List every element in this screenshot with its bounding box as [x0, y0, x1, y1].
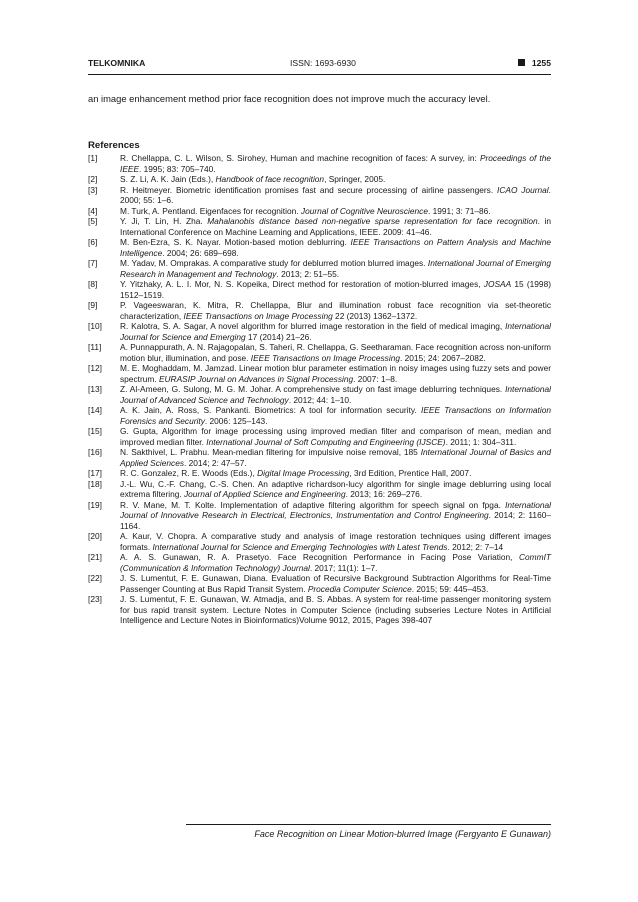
reference-source: Proceedings of the IEEE — [120, 153, 552, 174]
reference-source: Handbook of face recognition — [215, 174, 325, 184]
reference-details: . in International Conference on Machine Learning and Applications, IEEE. 2009: 41–46. — [120, 216, 551, 237]
issn-label: ISSN: 1693-6930 — [290, 58, 356, 68]
reference-item — [88, 384, 551, 405]
reference-number: [19] — [88, 499, 102, 510]
reference-details: . 2006: 125–143. — [204, 415, 268, 426]
reference-item — [88, 237, 551, 258]
reference-authors: M. Yadav, M. Omprakas. A comparative study for deblurred motion blurred images. — [120, 258, 428, 268]
reference-item — [88, 279, 551, 300]
reference-source: IEEE Transactions on Image Processing — [250, 352, 400, 363]
reference-number: [4] — [88, 205, 98, 216]
reference-authors: M. Turk, A. Pentland. Eigenfaces for recognition. — [120, 205, 301, 216]
reference-number: [1] — [88, 153, 98, 163]
reference-details: 17 (2014) 21–26. — [245, 331, 312, 342]
reference-authors: Y. Yitzhaky, A. L. I. Mor, N. S. Kopeika, Direct method for restoration of motion-blurred images, — [120, 279, 484, 289]
reference-authors: J.-L. Wu, C.-F. Chang, C.-S. Chen. An adaptive richardson-lucy algorithm for single image deblurring using local extrema filtering. — [120, 478, 551, 499]
reference-number: [15] — [88, 426, 102, 436]
reference-item — [88, 321, 551, 342]
reference-authors: Z. Al-Ameen, G. Sulong, M. G. M. Johar. A comprehensive study on fast image deblurring techniques. — [120, 384, 506, 394]
reference-number: [16] — [88, 447, 102, 457]
reference-details: . 2014; 2: 47–57. — [184, 457, 247, 468]
intro-paragraph: an image enhancement method prior face recognition does not improve much the accuracy level. — [88, 93, 491, 104]
reference-item — [88, 363, 551, 384]
reference-item — [88, 153, 551, 174]
reference-number: [3] — [88, 184, 98, 195]
reference-text — [120, 447, 551, 468]
reference-item — [88, 300, 551, 321]
reference-text — [120, 405, 551, 426]
reference-item — [88, 185, 551, 206]
reference-authors: G. Gupta, Algorithm for image processing using improved median filter and comparison of mean, median and improved median filter. — [120, 426, 551, 447]
reference-details: . 2011; 1: 304–311. — [445, 436, 517, 447]
reference-authors: A. Kaur, V. Chopra. A comparative study and analysis of image restoration techniques using different images formats. — [120, 531, 551, 552]
reference-details: . 2013; 16: 269–276. — [345, 489, 423, 499]
reference-details: . 2012; 44: 1–10. — [288, 394, 352, 405]
reference-text — [120, 237, 551, 258]
reference-item — [88, 426, 551, 447]
reference-source: International Journal for Science and Emerging — [120, 321, 551, 342]
reference-authors: Y. Ji, T. Lin, H. Zha. — [120, 216, 208, 226]
reference-item — [88, 405, 551, 426]
reference-text — [120, 384, 551, 405]
reference-details: . 1991; 3: 71–86. — [427, 205, 491, 216]
reference-authors: M. E. Moghaddam, M. Jamzad. Linear motion blur parameter estimation in noisy images using fuzzy sets and power spectrum. — [120, 363, 551, 384]
reference-source: International Journal of Advanced Science and Technology — [120, 384, 551, 405]
reference-source: ICAO Journal — [497, 184, 549, 195]
reference-authors: J. S. Lumentut, F. E. Gunawan, W. Atmadja, and B. S. Abbas. A system for real-time passenger monitoring system for bus rapid transit system. Lecture Notes in Computer Science (including subseries Lecture Notes in Artificial Intelligence and Lecture Notes in Bioinformatics)Volume 9012, 2015, Pages 398-407 — [120, 594, 551, 625]
reference-authors: M. Ben-Ezra, S. K. Nayar. Motion-based motion deblurring. — [120, 237, 351, 247]
reference-source: Procedia Computer Science — [307, 583, 412, 594]
reference-item — [88, 531, 551, 552]
reference-details: , 3rd Edition, Prentice Hall, 2007. — [349, 468, 472, 478]
reference-details: , Springer, 2005. — [324, 174, 386, 184]
reference-authors: R. V. Mane, M. T. Kolte. Implementation of adaptive filtering algorithm for speech signal on fpga. — [120, 499, 506, 510]
reference-source: Mahalanobis distance based non-negative sparse representation for face recognition — [207, 216, 538, 226]
footer-rule — [186, 824, 551, 825]
reference-text — [120, 185, 551, 206]
references-list — [88, 153, 551, 626]
reference-number: [12] — [88, 363, 102, 373]
reference-item — [88, 174, 551, 185]
reference-item — [88, 573, 551, 594]
reference-text — [120, 300, 551, 321]
reference-authors: A. Punnappurath, A. N. Rajagopalan, S. Taheri, R. Chellappa, G. Seetharaman. Face recognition across non-uniform motion blur, illumination, and pose. — [120, 342, 551, 363]
page-number — [518, 58, 551, 68]
reference-text — [120, 321, 551, 342]
reference-source: International Journal of Basics and Applied Sciences — [120, 447, 551, 468]
reference-number: [20] — [88, 531, 102, 541]
reference-source: International Journal of Emerging Research in Management and Technology — [120, 258, 552, 279]
reference-item — [88, 479, 551, 500]
reference-text — [120, 279, 551, 300]
header-rule — [88, 74, 551, 75]
reference-number: [8] — [88, 279, 98, 289]
reference-authors: R. Chellappa, C. L. Wilson, S. Sirohey, Human and machine recognition of faces: A survey, in: — [120, 153, 480, 163]
reference-text — [120, 594, 551, 626]
reference-source: International Journal of Innovative Research in Electrical, Electronics, Instrumentation and Control Engineering — [120, 499, 551, 520]
reference-item — [88, 468, 551, 479]
reference-item — [88, 594, 551, 626]
running-header — [88, 58, 551, 72]
square-bullet-icon — [518, 59, 525, 66]
reference-source: International Journal of Soft Computing and Engineering (IJSCE) — [206, 436, 446, 447]
reference-text — [120, 426, 551, 447]
reference-number: [7] — [88, 258, 98, 268]
reference-text — [120, 552, 551, 573]
reference-text — [120, 363, 551, 384]
reference-details: . 2015; 59: 445–453. — [411, 583, 489, 594]
reference-text — [120, 216, 551, 237]
reference-source: Journal of Applied Science and Engineering — [184, 489, 346, 499]
reference-text — [120, 342, 551, 363]
reference-authors: R. Kalotra, S. A. Sagar, A novel algorithm for blurred image restoration in the field of medical imaging, — [120, 321, 506, 331]
reference-text — [120, 573, 551, 594]
reference-source: JOSAA — [483, 279, 512, 289]
reference-source: CommIT (Communication & Information Technology) Journal — [120, 552, 551, 573]
reference-item — [88, 258, 551, 279]
reference-source: EURASIP Journal on Advances in Signal Processing — [158, 373, 354, 384]
reference-source: IEEE Transactions on Pattern Analysis and Machine Intelligence — [120, 237, 551, 258]
journal-name: TELKOMNIKA — [88, 58, 146, 68]
reference-details: . 2015; 24: 2067–2082. — [399, 352, 486, 363]
running-footer: Face Recognition on Linear Motion-blurred Image (Fergyanto E Gunawan) — [254, 829, 551, 839]
reference-source: Digital Image Processing — [257, 468, 350, 478]
reference-text — [120, 500, 551, 532]
reference-details: . 2004; 26: 689–698. — [162, 247, 239, 258]
reference-source: IEEE Transactions on Image Processing — [183, 310, 333, 321]
reference-item — [88, 447, 551, 468]
page-number-value: 1255 — [531, 58, 551, 68]
reference-text — [120, 153, 551, 174]
reference-number: [10] — [88, 321, 102, 331]
reference-authors: R. Heitmeyer. Biometric identification promises fast and secure processing of airline passengers. — [120, 184, 498, 195]
reference-item — [88, 552, 551, 573]
reference-details: 22 (2013) 1362–1372. — [332, 310, 418, 321]
reference-item — [88, 216, 551, 237]
reference-number: [2] — [88, 174, 98, 184]
reference-text — [120, 258, 551, 279]
reference-item — [88, 206, 551, 217]
reference-number: [14] — [88, 405, 102, 415]
reference-number: [18] — [88, 478, 102, 489]
reference-number: [21] — [88, 552, 102, 562]
reference-number: [5] — [88, 216, 98, 226]
reference-authors: P. Vageeswaran, K. Mitra, R. Chellappa, Blur and illumination robust face recognition via set-theoretic characterization, — [120, 300, 551, 321]
reference-text — [120, 206, 551, 217]
reference-authors: R. C. Gonzalez, R. E. Woods (Eds.), — [120, 468, 258, 478]
reference-number: [13] — [88, 384, 102, 394]
reference-details: . 2013; 2: 51–55. — [276, 268, 340, 279]
reference-authors: S. Z. Li, A. K. Jain (Eds.), — [120, 174, 216, 184]
reference-details: . 2012; 2: 7–14 — [447, 541, 504, 552]
reference-number: [9] — [88, 300, 98, 310]
reference-authors: N. Sakthivel, L. Prabhu. Mean-median filtering for impulsive noise removal, 185 — [120, 447, 421, 457]
reference-number: [17] — [88, 468, 102, 478]
reference-item — [88, 500, 551, 532]
references-heading: References — [88, 140, 140, 151]
reference-source: IEEE Transactions on Information Forensics and Security — [120, 405, 551, 426]
reference-number: [22] — [88, 573, 102, 583]
reference-details: 15 (1998) 1512–1519. — [120, 279, 551, 300]
reference-source: International Journal for Science and Emerging Technologies with Latest Trends — [152, 541, 448, 552]
reference-details: . 1995; 83: 705–740. — [139, 163, 216, 174]
reference-number: [23] — [88, 594, 102, 604]
reference-source: Journal of Cognitive Neuroscience — [300, 205, 428, 216]
reference-details: . 2014; 2: 1160–1164. — [120, 510, 551, 531]
reference-item — [88, 342, 551, 363]
reference-authors: A. K. Jain, A. Ross, S. Pankanti. Biometrics: A tool for information security. — [120, 405, 422, 415]
reference-text — [120, 174, 551, 185]
reference-details: . 2000; 55: 1–6. — [120, 184, 551, 205]
reference-details: . 2017; 11(1): 1–7. — [309, 562, 378, 573]
reference-text — [120, 468, 551, 479]
reference-text — [120, 531, 551, 552]
reference-authors: J. S. Lumentut, F. E. Gunawan, Diana. Evaluation of Recursive Background Subtraction Algorithms for Real-Time Passenger Counting at Bus Rapid Transit System. — [120, 573, 551, 594]
reference-details: . 2007: 1–8. — [353, 373, 398, 384]
reference-number: [6] — [88, 237, 98, 247]
reference-number: [11] — [88, 342, 102, 352]
reference-authors: A. A. S. Gunawan, R. A. Prasetyo. Face Recognition Performance in Facing Pose Variation, — [120, 552, 520, 562]
reference-text — [120, 479, 551, 500]
